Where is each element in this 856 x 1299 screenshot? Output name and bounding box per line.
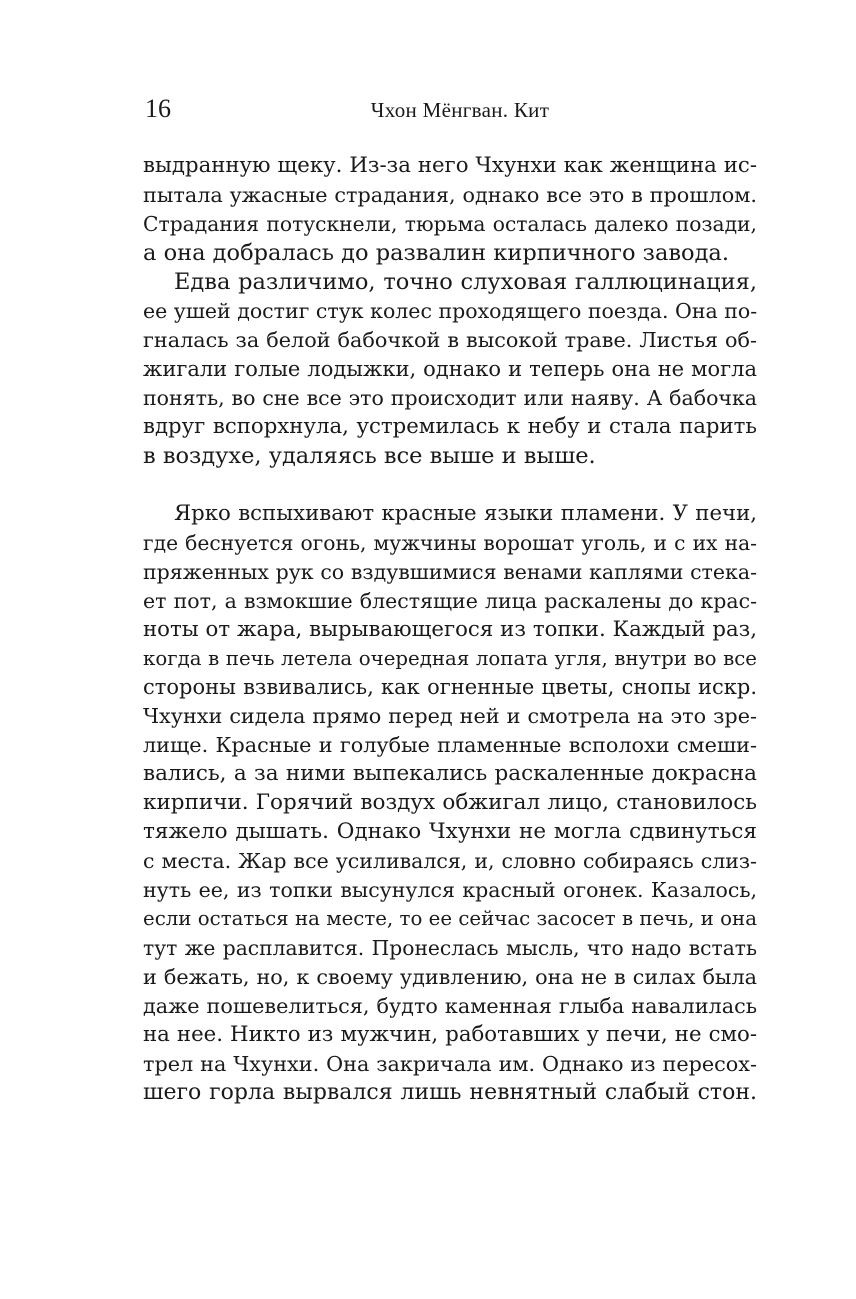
text-line: Чхунхи сидела прямо перед ней и смотрела на это зре-	[143, 704, 757, 729]
text-line: гналась за белой бабочкой в высокой траве. Листья об-	[143, 327, 757, 352]
text-line: Едва различимо, точно слуховая галлюцинация,	[174, 268, 757, 295]
text-line: вались, а за ними выпекались раскаленные докрасна	[143, 761, 757, 787]
text-line: понять, во сне все это происходит или наяву. А бабочка	[143, 385, 757, 410]
section-break	[143, 471, 757, 500]
text-line: нуть ее, из топки высунулся красный огонек. Казалось,	[143, 878, 757, 903]
paragraph	[143, 268, 757, 471]
text-line: шего горла вырвался лишь невнятный слабый стон.	[143, 1080, 757, 1106]
text-line: в воздухе, удаляясь все выше и выше.	[143, 442, 596, 469]
running-head: Чхон Мёнгван. Кит	[370, 98, 550, 122]
text-line: кирпичи. Горячий воздух обжигал лицо, становилось	[143, 790, 757, 816]
text-line: а она добралась до развалин кирпичного завода.	[143, 239, 729, 266]
page-number: 16	[145, 94, 171, 123]
text-line: пряженных рук со вздувшимися венами каплями стека-	[143, 559, 757, 584]
text-line: где беснуется огонь, мужчины ворошат уголь, и с их на-	[143, 530, 757, 555]
text-line: Страдания потускнели, тюрьма осталась далеко позади,	[143, 211, 757, 236]
text-line: тут же расплавится. Пронеслась мысль, что надо встать	[143, 936, 757, 961]
text-line: ее ушей достиг стук колес проходящего поезда. Она по-	[143, 298, 758, 323]
text-line: трел на Чхунхи. Она закричала им. Однако из пересох-	[143, 1052, 757, 1077]
text-line: вдруг вспорхнула, устремилась к небу и стала парить	[143, 413, 757, 439]
text-line: жигали голые лодыжки, однако и теперь она не могла	[143, 356, 757, 381]
body-text	[143, 152, 757, 1108]
text-line: лище. Красные и голубые пламенные всполохи смеши-	[143, 733, 757, 758]
text-line: когда в печь летела очередная лопата угля, внутри во все	[143, 646, 757, 670]
text-line: и бежать, но, к своему удивлению, она не в силах была	[143, 965, 757, 990]
text-line: с места. Жар все усиливался, и, словно собираясь слиз-	[143, 849, 757, 874]
text-line: даже пошевелиться, будто каменная глыба навалилась	[143, 994, 757, 1019]
text-line: ет пот, а взмокшие блестящие лица раскалены до крас-	[143, 588, 757, 613]
text-line: выдранную щеку. Из-за него Чхунхи как женщина ис-	[143, 153, 757, 178]
text-line: на нее. Никто из мужчин, работавших у печи, не смо-	[143, 1022, 757, 1048]
text-line: стороны взвивались, как огненные цветы, снопы искр.	[143, 675, 757, 700]
text-line: ноты от жара, вырывающегося из топки. Каждый раз,	[143, 616, 757, 642]
paragraph	[143, 152, 757, 268]
text-line: если остаться на месте, то ее сейчас засосет в печь, и она	[143, 907, 757, 931]
text-line: пытала ужасные страдания, однако все это в прошлом.	[143, 182, 757, 207]
text-line: Ярко вспыхивают красные языки пламени. У печи,	[174, 500, 757, 526]
paragraph	[143, 500, 757, 1108]
text-line: тяжело дышать. Однако Чхунхи не могла сдвинуться	[143, 819, 757, 845]
